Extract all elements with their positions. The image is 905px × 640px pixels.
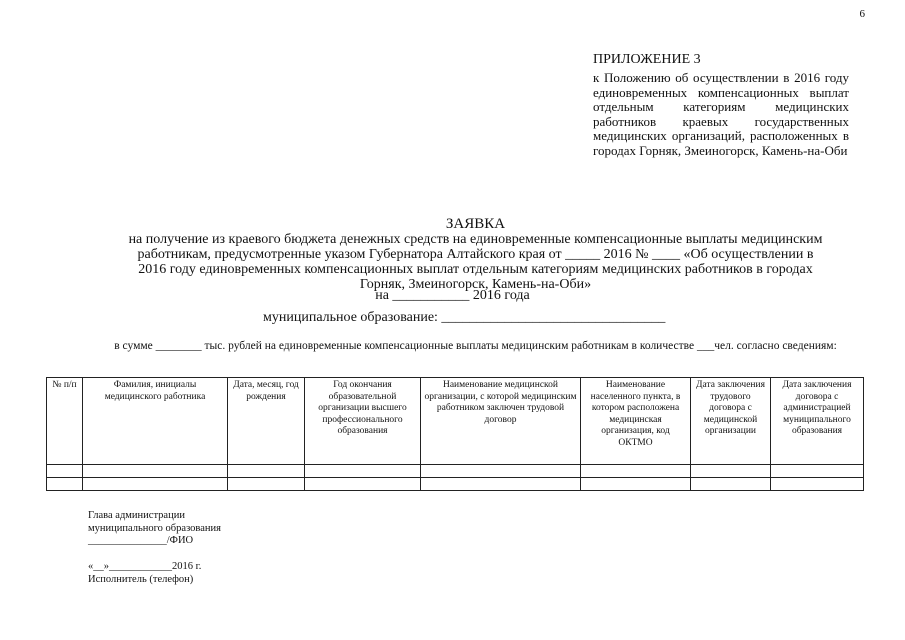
title-line-1: на получение из краевого бюджета денежных средств на единовременные компенсационные выплаты медицинским [128, 232, 823, 247]
table-cell [581, 465, 691, 478]
col-header-medical-org: Наименование медицинской организации, с которой медицинским работником заключен трудовой договор [421, 378, 581, 465]
table-cell [228, 465, 305, 478]
signature-title: Глава администрации [88, 510, 185, 521]
col-header-graduation-year: Год окончания образовательной организации высшего профессионального образования [305, 378, 421, 465]
title-line-3: 2016 году единовременных компенсационных выплат отдельным категориям медицинских работников в городах [138, 262, 813, 277]
appendix-title: ПРИЛОЖЕНИЕ 3 [593, 52, 701, 67]
table-header-row [47, 378, 864, 465]
table-row [47, 465, 864, 478]
date-line: «__»____________2016 г. [88, 561, 202, 572]
page-number: 6 [859, 8, 865, 20]
table-cell [305, 478, 421, 491]
table-cell [691, 465, 771, 478]
table-cell [581, 478, 691, 491]
table-cell [421, 465, 581, 478]
date-block [88, 561, 201, 586]
executor-line: Исполнитель (телефон) [88, 573, 194, 585]
signature-block [88, 510, 221, 548]
table-row [47, 478, 864, 491]
table-cell [771, 478, 864, 491]
sum-statement: в сумме ________ тыс. рублей на единовременные компенсационные выплаты медицинским работникам в количестве ___чел. согласно сведениям: [114, 340, 837, 352]
table-cell [83, 465, 228, 478]
appendix-block [593, 52, 849, 158]
table-cell [771, 465, 864, 478]
title-line-2: работникам, предусмотренные указом Губернатора Алтайского края от _____ 2016 № ____ «Об осуществлении в [137, 247, 814, 262]
table-cell [47, 465, 83, 478]
period-line: на ___________ 2016 года [375, 288, 530, 303]
signature-line: _______________/ФИО [88, 535, 194, 546]
table-cell [83, 478, 228, 491]
table-cell [47, 478, 83, 491]
document-heading: ЗАЯВКА [445, 216, 506, 232]
table-cell [228, 478, 305, 491]
col-header-name: Фамилия, инициалы медицинского работника [83, 378, 228, 465]
table-cell [305, 465, 421, 478]
col-header-agreement-date: Дата заключения договора с администрацией муниципального образования [771, 378, 864, 465]
col-header-locality: Наименование населенного пункта, в котором расположена медицинская организация, код ОКТМО [581, 378, 691, 465]
document-title-block [88, 217, 863, 292]
col-header-contract-date: Дата заключения трудового договора с медицинской организации [691, 378, 771, 465]
col-header-number: № п/п [47, 378, 83, 465]
table-cell [691, 478, 771, 491]
col-header-birth-date: Дата, месяц, год рождения [228, 378, 305, 465]
table-cell [421, 478, 581, 491]
title-line-4: Горняк, Змеиногорск, Камень-на-Оби» [359, 277, 592, 292]
appendix-text: к Положению об осуществлении в 2016 году единовременных компенсационных выплат отдельным категориям медицинских работников краевых государственных медицинских организаций, расположенных в городах Горняк, Змеиногорск, Камень-на-Оби [593, 70, 849, 158]
signature-org: муниципального образования [88, 522, 221, 534]
municipality-line: муниципальное образование: ________________________________ [263, 310, 666, 325]
request-table [46, 377, 864, 491]
